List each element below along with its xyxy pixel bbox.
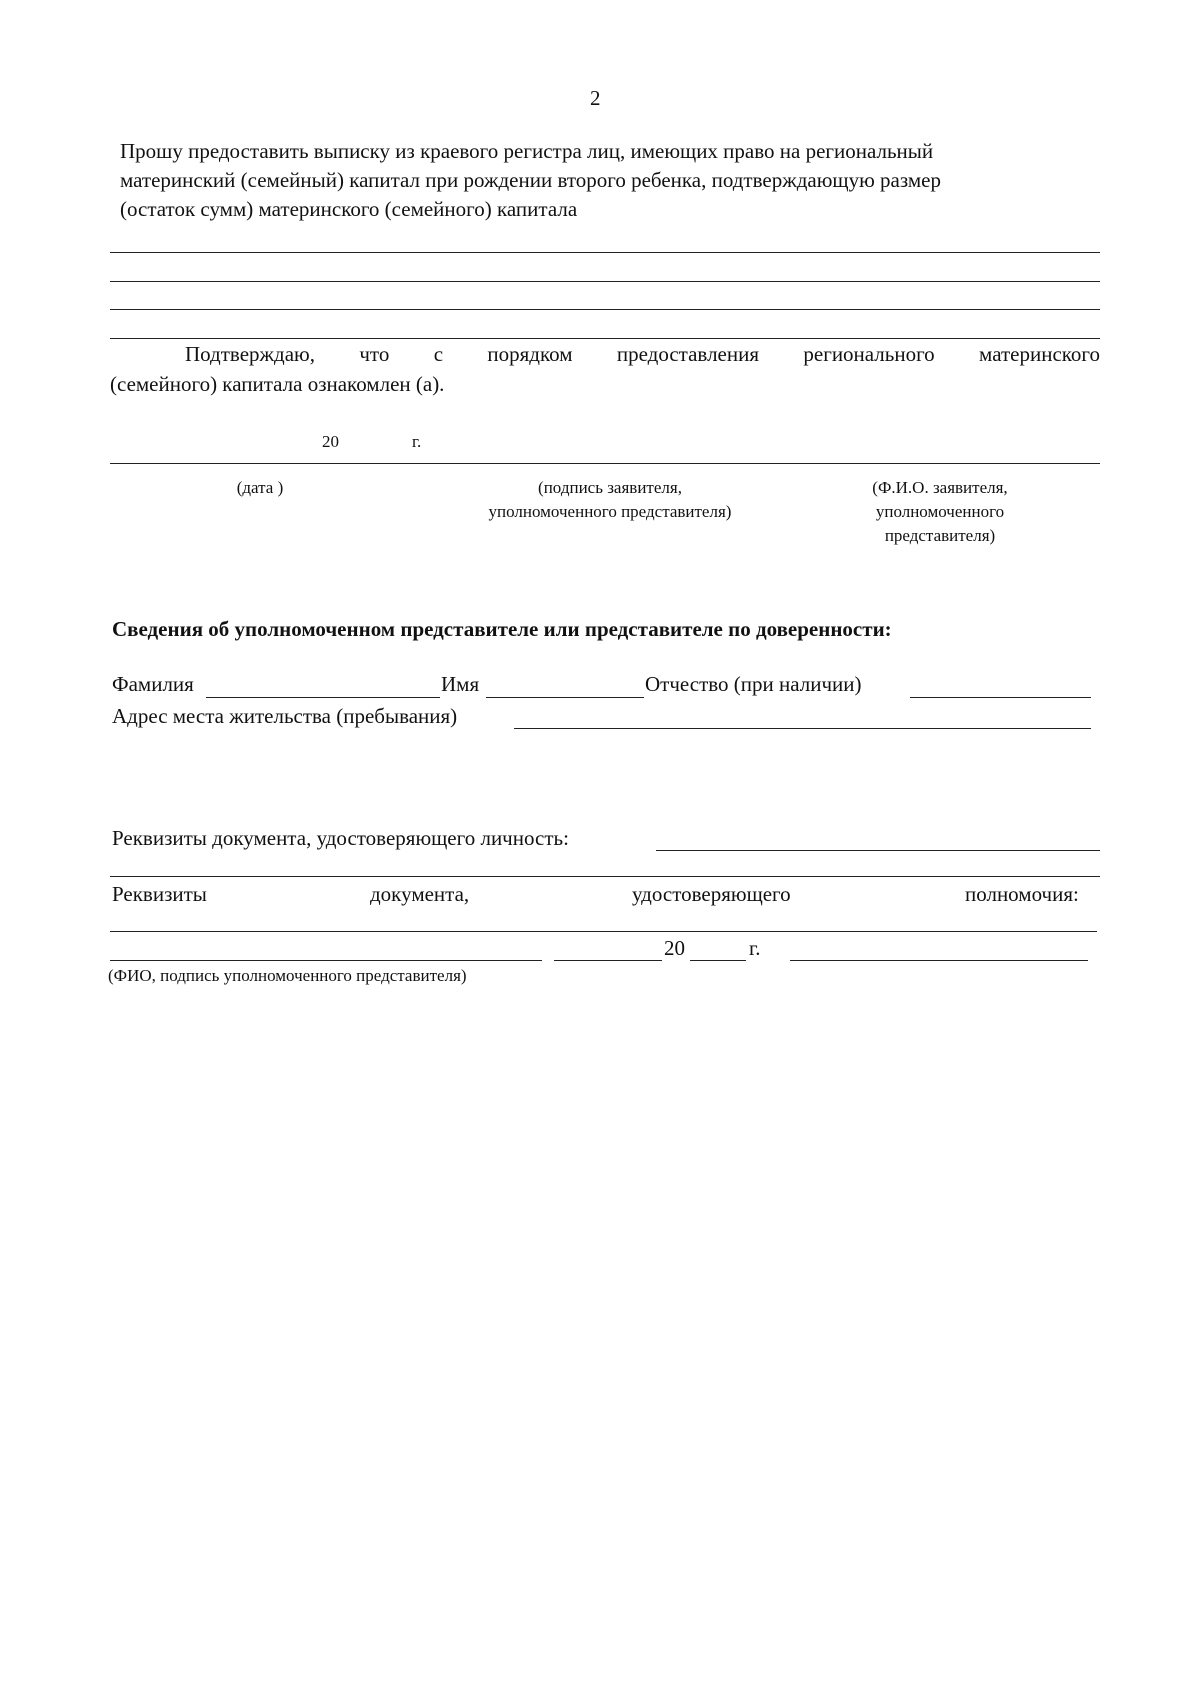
rep-date-year-prefix: 20: [664, 936, 685, 960]
rep-date-year-suffix: г.: [749, 936, 761, 960]
request-paragraph: [120, 137, 1100, 224]
rep-fio-signature-field[interactable]: [110, 960, 542, 961]
caption-signature-line-2: уполномоченного представителя): [488, 502, 732, 521]
rep-section-heading: [112, 615, 1102, 644]
date-year-suffix: г.: [412, 432, 422, 451]
caption-signature-line-1: (подпись заявителя,: [538, 478, 682, 497]
authority-doc-field[interactable]: [110, 931, 1097, 932]
confirm-line-2: (семейного) капитала ознакомлен (а).: [110, 372, 445, 396]
rep-extra-field[interactable]: [790, 960, 1088, 961]
identity-doc-field[interactable]: [656, 850, 1100, 851]
address-field[interactable]: [514, 728, 1091, 729]
caption-fio: [830, 476, 1050, 548]
request-line-2: материнский (семейный) капитал при рождении второго ребенка, подтверждающую размер: [120, 168, 941, 192]
authority-doc-word-4: полномочия:: [965, 882, 1079, 906]
date-year-prefix: 20: [322, 432, 339, 451]
caption-fio-line-3: представителя): [884, 526, 996, 545]
caption-fio-line-1: (Ф.И.О. заявителя,: [872, 478, 1008, 497]
caption-date: (дата ): [236, 478, 284, 497]
blank-line-2[interactable]: [110, 281, 1100, 282]
patronymic-label: Отчество (при наличии): [645, 672, 862, 696]
rep-date-day-month-field[interactable]: [554, 960, 662, 961]
caption-fio-line-2: уполномоченного: [875, 502, 1005, 521]
page-number: 2: [590, 86, 601, 110]
authority-doc-word-3: удостоверяющего: [632, 882, 791, 906]
rep-section-heading-text: Сведения об уполномоченном представителе или представителе по доверенности:: [112, 617, 892, 641]
caption-signature: [440, 476, 780, 524]
authority-doc-word-1: Реквизиты: [112, 882, 207, 906]
blank-line-1[interactable]: [110, 252, 1100, 253]
rep-signature-caption: (ФИО, подпись уполномоченного представителя): [108, 966, 467, 985]
patronymic-field[interactable]: [910, 697, 1091, 698]
identity-doc-field-2[interactable]: [110, 876, 1100, 877]
request-line-3: (остаток сумм) материнского (семейного) капитала: [120, 197, 578, 221]
address-label: Адрес места жительства (пребывания): [112, 704, 458, 728]
surname-field[interactable]: [206, 697, 440, 698]
name-label: Имя: [441, 672, 480, 696]
name-field[interactable]: [486, 697, 644, 698]
request-line-1: Прошу предоставить выписку из краевого регистра лиц, имеющих право на региональный: [120, 139, 934, 163]
surname-label: Фамилия: [112, 672, 194, 696]
blank-line-3[interactable]: [110, 309, 1100, 310]
rep-date-year-field[interactable]: [690, 960, 746, 961]
blank-line-4[interactable]: [110, 338, 1100, 339]
confirm-line-1: Подтверждаю, что с порядком предоставления регионального материнского: [185, 342, 1100, 366]
authority-doc-word-2: документа,: [370, 882, 470, 906]
identity-doc-label: Реквизиты документа, удостоверяющего личность:: [112, 826, 569, 850]
date-signature-line[interactable]: [110, 463, 1100, 464]
